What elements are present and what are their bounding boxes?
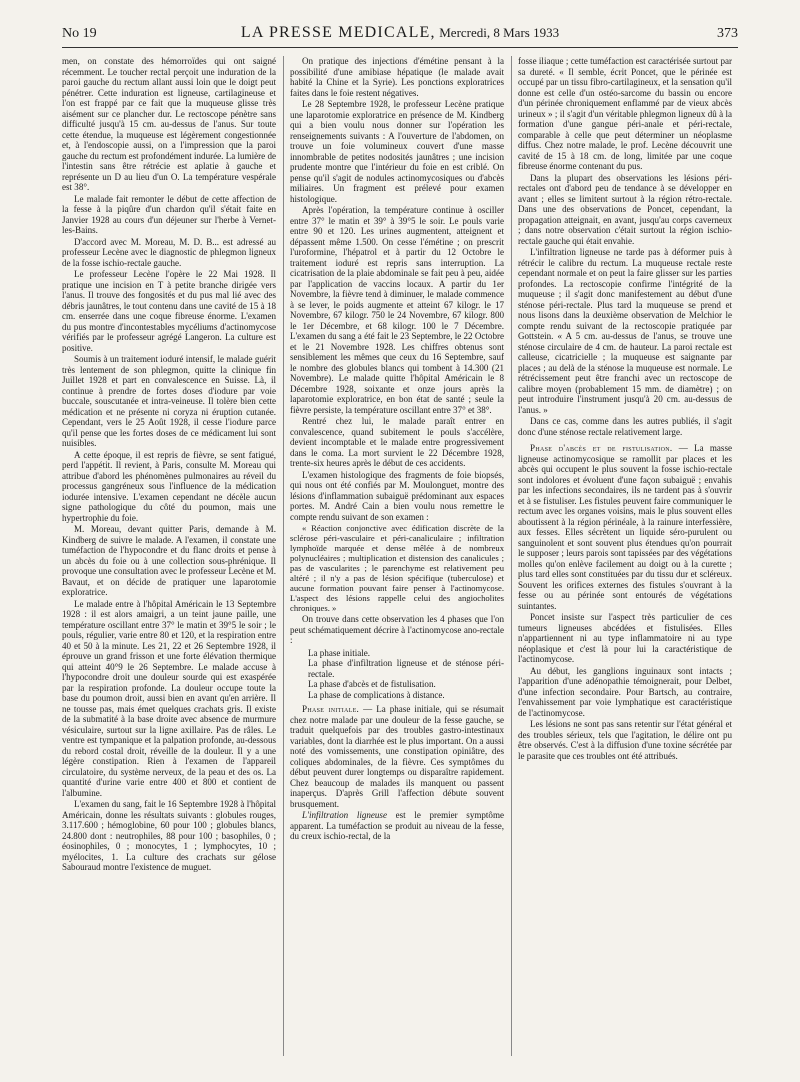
journal-title: LA PRESSE MEDICALE, — [240, 24, 436, 41]
header-rule — [62, 47, 738, 48]
histology-quote: « Réaction conjonctive avec édification discrète de la sclérose péri-vasculaire et péri-canaliculaire ; infiltration lymphoïde marquée et dense mêlée à de nombreux polynucléaires ; multiplication et distension des canalicules ; pas de vascularites ; le parenchyme est relativement peu altéré ; il n'y a pas de lésion spécifique (tuberculose) et aucune formation pouvant faire penser à l'actinomycose. L'aspect des lésions rappelle celui des angiocholites chroniques. » — [290, 523, 504, 613]
page-number: 373 — [717, 26, 738, 41]
paragraph: On pratique des injections d'émétine pensant à la possibilité d'une amibiase hépatique (le malade avait habité la Chine et la Syrie). Les ponctions exploratrices faites dans le foie restent négatives. — [290, 56, 504, 98]
list-item: La phase d'abcès et de fistulisation. — [308, 679, 436, 689]
paragraph: fosse iliaque ; cette tuméfaction est caractérisée surtout par sa dureté. « Il semble, écrit Poncet, que le périnée est occupé par un tissu fibro-cartilagineux, et la sensation qu'il donne est celle d'un ostéo-sarcome du bassin ou encore d'un périnée chroniquement enflammé par de vieux abcès urineux » ; il s'agit d'un véritable phlegmon ligneux dû à la formation d'une gangue péri-anale et péri-rectale, comparable à celle que peut déterminer un néoplasme diffus. Chez notre malade, le prof. Lecène découvrit une cavité de 15 à 18 cm. de long, limitée par une coque fibreuse énorme contenant du pus. — [518, 56, 732, 171]
section-heading: Phase initiale. — [302, 704, 360, 714]
paragraph: Dans la plupart des observations les lésions péri-rectales ont d'abord peu de tendance à se développer en avant ; elles se limitent surtout à la région rétro-rectale. Dans une des observations de Poncet, cependant, la propagation atteignait, en avant, jusqu'au corps caverneux ; dans notre observation c'était surtout la région ischio-rectale gauche qui était envahie. — [518, 172, 732, 246]
paragraph: Le malade entre à l'hôpital Américain le 13 Septembre 1928 : il est alors amaigri, a un teint jaune paille, une température oscillant entre 37° le matin et 39°5 le soir ; le pouls, régulier, varie entre 80 et 120, et la respiration entre 40 et 50 à la minute. Les 21, 22 et 26 Septembre 1928, il éprouve un grand frisson et une forte élévation thermique qui atteint 40°9 le 26 Septembre. Le malade accuse à l'hypocondre droit une douleur sourde qui est exaspérée par la respiration profonde. La douleur occupe toute la base du poumon droit, aussi bien en avant qu'en arrière. Il ne tousse pas, mais émet quelques crachats gris. Il existe de la submatité à la base droite avec absence de murmure vésiculaire, surtout sur la ligne axillaire. Pas de râles. Le ventre est tympanique et la palpation profonde, au-dessous du rebord costal droit, réveille de la douleur. Il y a une légère constipation. Rien à l'examen de l'appareil circulatoire, du système nerveux, de la peau et des os. La quantité d'urine varie entre 400 et 800 et contient de l'albumine. — [62, 598, 276, 798]
list-item: La phase initiale. — [308, 647, 371, 658]
paragraph: Au début, les ganglions inguinaux sont intacts ; l'apparition d'une adénopathie témoignerait, pour Delbet, d'une infection secondaire. Pour Bartsch, au contraire, l'envahissement par voie lymphatique est caractéristique de l'actinomycose. — [518, 665, 732, 718]
section-text: — La phase initiale, qui se résumait chez notre malade par une douleur de la fesse gauche, se traduit quelquefois par des troubles gastro-intestinaux variables, dont la diarrhée est le plus important. On a aussi noté des vomissements, une constipation opiniâtre, des coliques abdominales, de la fièvre. Ces symptômes du début peuvent durer longtemps ou disparaître rapidement. Chez beaucoup de malades ils manquent ou passent inaperçus. D'après Grill l'affection débute souvent brusquement. — [290, 704, 504, 809]
column-separator — [511, 56, 512, 1056]
column-middle — [290, 56, 504, 1061]
paragraph: Les lésions ne sont pas sans retentir sur l'état général et des troubles sérieux, tels que l'agitation, le délire ont pu être observés. C'est à la diffusion d'une toxine sécrétée par le parasite que ces troubles ont été attribués. — [518, 719, 732, 761]
paragraph — [290, 810, 504, 842]
section-heading: Phase d'abcès et de fistulisation. — [530, 443, 673, 453]
paragraph: Le 28 Septembre 1928, le professeur Lecène pratique une laparotomie exploratrice en présence de M. Kindberg qui a bien voulu nous donner sur l'opération les renseignements suivants : A l'ouverture de l'abdomen, on trouve un foie volumineux couvert d'une masse innombrable de petites nodosités jaunâtres ; une incision prudente montre que l'intérieur du foie en est criblé. On pense qu'il s'agit de nodules actinomycosiques ou d'abcès miliaires. Un fragment est prélevé pour examen histologique. — [290, 99, 504, 204]
page-header — [62, 24, 738, 44]
paragraph: Rentré chez lui, le malade paraît entrer en convalescence, quand subitement le pouls s'accélère, devient incomptable et le malade entre progressivement dans le coma. La mort survient le 22 Décembre 1928, trente-six heures après le début de ces accidents. — [290, 416, 504, 468]
column-separator — [283, 56, 284, 1056]
paragraph: L'infiltration ligneuse ne tarde pas à déformer puis à rétrécir le calibre du rectum. La muqueuse rectale reste cependant normale et on peut la faire glisser sur les parties profondes. La rectoscopie confirme l'intégrité de la muqueuse ; il s'agit donc manifestement au début d'une sténose péri-rectale. Plus tard la muqueuse se prend et nous lisons dans la deuxième observation de Melchior le compte rendu suivant de la rectoscopie pratiquée par Gottstein. « A 5 cm. au-dessus de l'anus, se trouve une sténose circulaire de 4 cm. de hauteur. La paroi rectale est calleuse, cicatricielle ; la muqueuse est saignante par places ; au delà de la sténose la muqueuse est normale. Le rétrécissement peut être franchi avec un rectoscope de calibre moyen (probablement 15 mm. de diamètre) ; on peut introduire l'instrument jusqu'à 20 cm. au-dessus de l'anus. » — [518, 247, 732, 415]
issue-number: No 19 — [62, 26, 97, 41]
paragraph: A cette époque, il est repris de fièvre, se sent fatigué, perd l'appétit. Il revient, à Paris, consulte M. Moreau qui attribue d'abord les phénomènes pulmonaires au réveil du processus gangréneux sous l'influence de la médication iodurée intensive. L'examen cependant ne décèle aucun signe pathologique du côté du poumon, mais une hypertrophie du foie. — [62, 449, 276, 523]
paragraph: L'examen histologique des fragments de foie biopsés, qui nous ont été confiés par M. Moulonguet, montre des lésions d'inflammation subaiguë prédominant aux espaces portes. M. André Cain a bien voulu nous remettre le compte rendu suivant de son examen : — [290, 469, 504, 522]
paragraph: On trouve dans cette observation les 4 phases que l'on peut schématiquement décrire à l'actinomycose ano-rectale : — [290, 614, 504, 645]
list-item: La phase d'infiltration ligneuse et de sténose péri-rectale. — [308, 658, 504, 679]
issue-date: Mercredi, 8 Mars 1933 — [439, 25, 560, 40]
paragraph: M. Moreau, devant quitter Paris, demande à M. Kindberg de suivre le malade. A l'examen, il constate une tuméfaction de l'hypocondre et du flanc droits et pense à un abcès du foie ou à une collection sous-phrénique. Il provoque une consultation avec le professeur Lecène et M. Bavaut, et on décide de pratiquer une laparotomie exploratrice. — [62, 524, 276, 597]
list-item: La phase de complications à distance. — [308, 689, 445, 700]
column-left — [62, 56, 276, 1061]
paragraph: men, on constate des hémorroïdes qui ont saigné récemment. Le toucher rectal perçoit une induration de la paroi gauche du rectum allant aussi loin que le doigt peut pénétrer. Cette induration est ligneuse, cartilagineuse et l'on est frappé par ce fait que la muqueuse glisse très aisément sur ce plancher dur. Le rectoscope pénètre sans difficulté jusqu'à 15 cm. au-dessus de l'anus. Sur toute cette étendue, la muqueuse est légèrement congestionnée et, à l'endoscopie aussi, on a l'impression que la paroi gauche du rectum est profondément indurée. La lumière de l'intestin sans être rétrécie est aplatie à gauche et représente un D au lieu d'un O. La température vespérale est 38°. — [62, 56, 276, 192]
paragraph: Soumis à un traitement ioduré intensif, le malade guérit très lentement de son phlegmon, quitte la clinique fin Juillet 1928 et part en convalescence en Suisse. Là, il continue à prendre de fortes doses d'iodure par voie buccale, souscutanée et intra-veineuse. Il tolère bien cette médication et ne présente ni coryza ni éruption cutanée. Cependant, vers le 25 Août 1928, il cesse l'iodure parce qu'il pense que les fortes doses de ce médicament lui sont nuisibles. — [62, 354, 276, 448]
journal-masthead — [142, 24, 658, 42]
section-heading: L'infiltration ligneuse — [302, 810, 387, 820]
paragraph — [518, 443, 732, 611]
phase-list — [290, 648, 504, 701]
paragraph: Le malade fait remonter le début de cette affection de la fesse à la piqûre d'un chardon qu'il s'était faite en Janvier 1928 au cours d'un déjeuner sur l'herbe à Vernet-les-Bains. — [62, 193, 276, 235]
paragraph: Dans ce cas, comme dans les autres publiés, il s'agit donc d'une sténose rectale relativement large. — [518, 416, 732, 437]
paragraph: L'examen du sang, fait le 16 Septembre 1928 à l'hôpital Américain, donne les résultats suivants : globules rouges, 3.117.600 ; hémoglobine, 60 pour 100 ; globules blancs, 24.800 dont : neutrophiles, 88 pour 100 ; basophiles, 0 ; éosinophiles, 0 ; monocytes, 1 ; lymphocytes, 10 ; myélocites, 1. La culture des crachats sur gélose Sabouraud montre l'existence de muguet. — [62, 799, 276, 872]
paragraph: D'accord avec M. Moreau, M. D. B... est adressé au professeur Lecène avec le diagnostic de phlegmon ligneux de la fosse ischio-rectale gauche. — [62, 236, 276, 268]
paragraph: Le professeur Lecène l'opère le 22 Mai 1928. Il pratique une incision en T à petite branche dirigée vers l'anus. Il trouve des fongosités et du pus mal lié avec des débris jaunâtres, le tout contenu dans une cavité de 15 à 18 cm. enserrée dans une coque fibreuse énorme. L'examen du pus montre d'incontestables mycéliums d'actinomycose vérifiés par le professeur agrégé Langeron. La culture est positive. — [62, 269, 276, 353]
paragraph: Poncet insiste sur l'aspect très particulier de ces tumeurs ligneuses abcédées et fistulisées. Elles n'appartiennent ni au type inflammatoire ni au type néoplasique et c'est là pour lui la caractéristique de l'actinomycose. — [518, 612, 732, 664]
section-text: est le premier symptôme apparent. La tuméfaction se produit au niveau de la fesse, du creux ischio-rectal, de la — [290, 810, 504, 841]
section-text: — La masse ligneuse actinomycosique se ramollit par places et les abcès qui occupent le plus souvent la fosse ischio-rectale sont indolores et évoluent d'une façon subaiguë ; envahis par les infections secondaires, ils ne tardent pas à s'ouvrir et à se fistuliser. Les fistules peuvent faire communiquer le rectum avec les organes voisins, mais le plus souvent elles aboutissent à la région périnéale, à la rainure interfessière, aux fesses. Elles sécrètent un liquide séro-purulent ou sanguinolent et sont souvent plus étendues qu'on pourrait le supposer ; leurs parois sont tapissées par des végétations molles qu'on enlève facilement au doigt ou à la curette ; plus tard elles sont constituées par du tissu dur et scléreux. Souvent les orifices externes des fistules s'ouvrant à la fesse ou au périnée sont entourés de végétations suintantes. — [518, 443, 732, 611]
paragraph — [290, 704, 504, 809]
column-right — [518, 56, 732, 1061]
paragraph: Après l'opération, la température continue à osciller entre 37° le matin et 39° à 39°5 le soir. Le pouls varie entre 90 et 120. Les urines augmentent, atteignent et dépassent même 1.500. On cesse l'émétine ; on prescrit l'uroformine, l'hépatrol et à partir du 12 Octobre le traitement ioduré est repris sans interruption. La cicatrisation de la plaie abdominale se fait peu à peu, aidée par l'application de vaccins locaux. A partir du 1er Novembre, la fièvre tend à diminuer, le malade commence à se lever, le poids augmente et atteint 67 kilogr. le 17 Novembre, 67 kilogr. 750 le 24 Novembre, 67 kilogr. 800 le 1er Décembre, et 68 kilogr. 100 le 7 Décembre. L'examen du sang a été fait le 23 Septembre, le 22 Octobre et le 21 Novembre 1928. Les chiffres obtenus sont sensiblement les mêmes que ceux du 16 Septembre, sauf le nombre des globules blancs qui tombent à 14.300 (21 Novembre). Le malade quitte l'hôpital Américain le 8 Décembre 1928, soixante et onze jours après la laparotomie exploratrice, en bon état de santé ; seule la fièvre persiste, la température oscillant entre 37° et 38°. — [290, 205, 504, 415]
